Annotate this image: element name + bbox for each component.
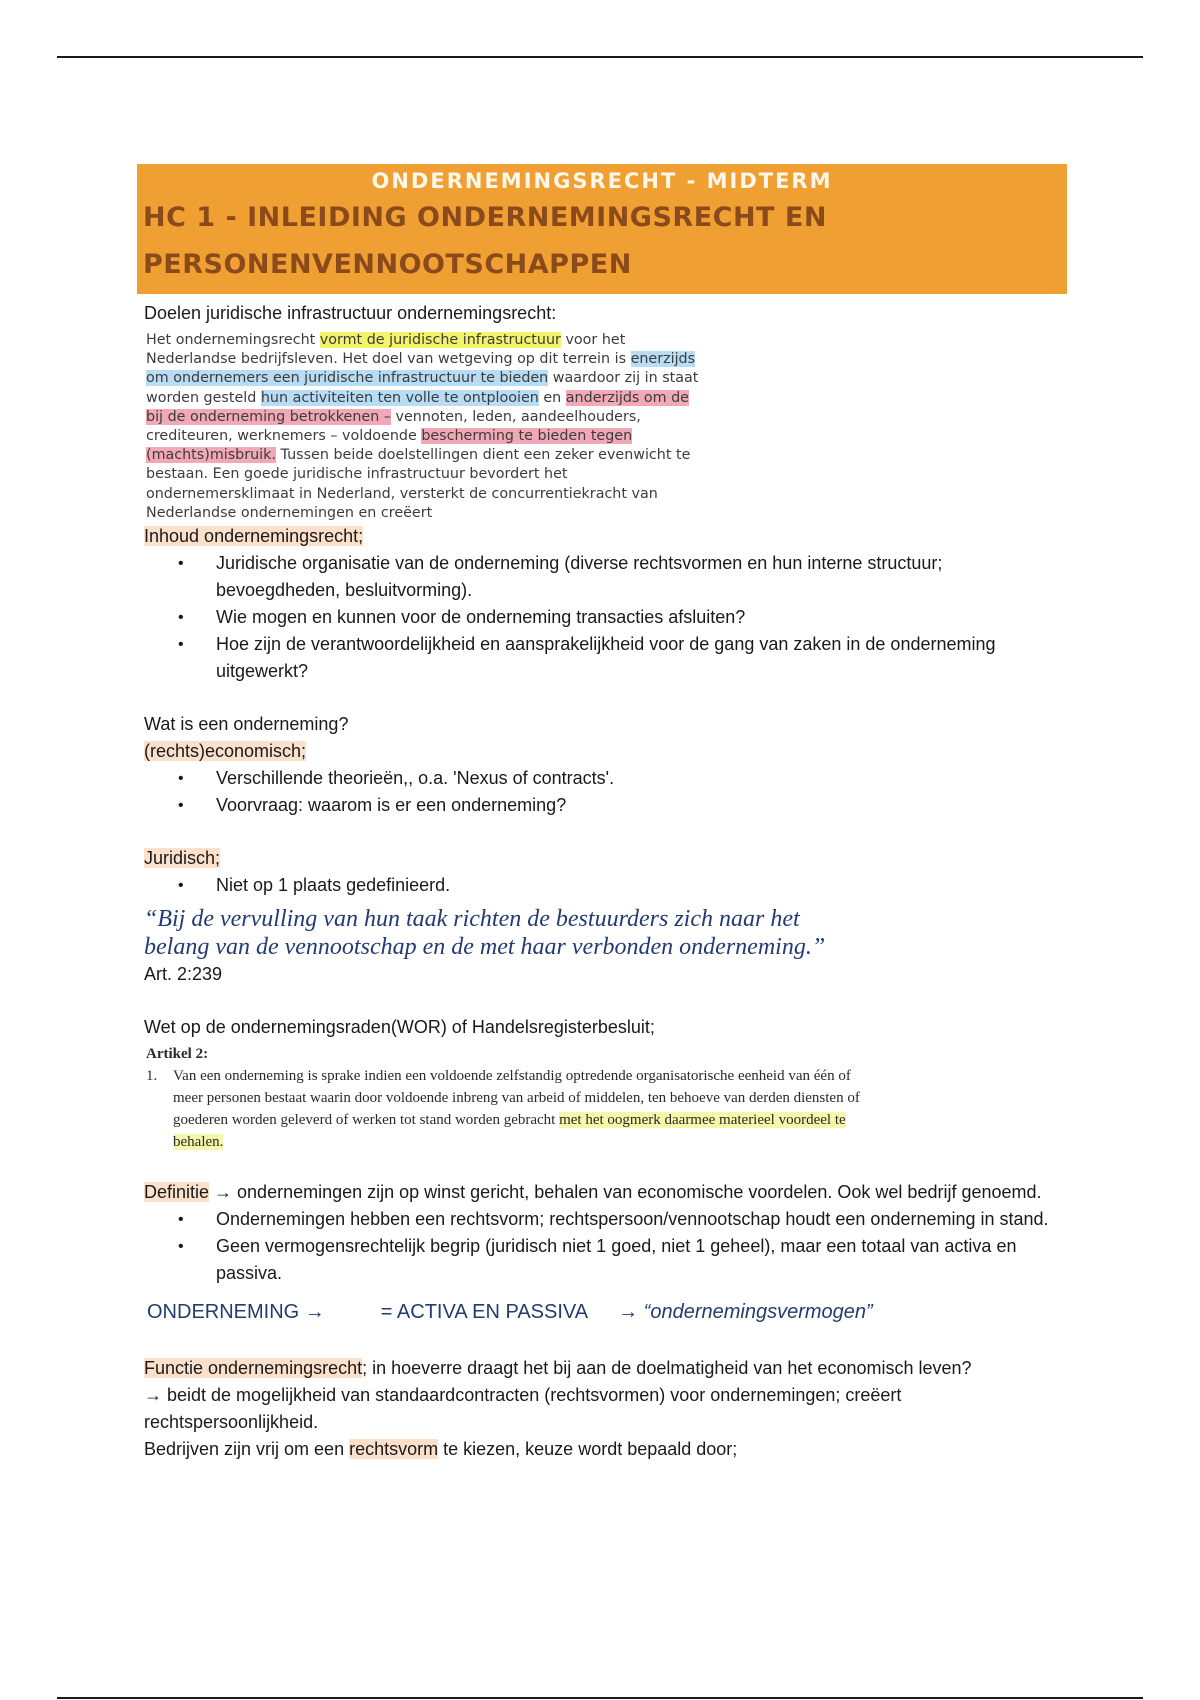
functie-line3-after: te kiezen, keuze wordt bepaald door; [438, 1439, 738, 1460]
inhoud-heading-text: Inhoud ondernemingsrecht; [144, 526, 364, 547]
artikel-item-number: 1. [146, 1068, 158, 1085]
economisch-bullet-list [137, 765, 1067, 819]
bottom-page-rule [57, 1697, 1143, 1699]
title-banner [137, 164, 1067, 294]
economisch-bullet-text: Verschillende theorieën,, o.a. 'Nexus of contracts'. [216, 768, 615, 789]
functie-line3-before: Bedrijven zijn vrij om een [144, 1439, 350, 1460]
onderneming-question: Wat is een onderneming? [144, 714, 349, 735]
inhoud-bullet-list [137, 550, 1067, 685]
highlighted-phrase: hun activiteiten ten volle te ontplooien [260, 389, 539, 406]
list-item: • Verschillende theorieën,, o.a. 'Nexus of contracts'. [178, 768, 615, 789]
list-item: • Voorvraag: waarom is er een onderneming? [178, 795, 567, 816]
onderneming-formula [147, 1297, 1067, 1327]
list-item: • Juridische organisatie van de onderneming (diverse rechtsvormen en hun interne structuur; bevoegdheden, besluitvorming). [178, 553, 943, 601]
definitie-label: Definitie [144, 1182, 210, 1203]
lecture-title-line1: HC 1 - INLEIDING ONDERNEMINGSRECHT EN [143, 202, 827, 233]
highlighted-phrase: enerzijds om ondernemers een juridische infrastructuur te bieden [146, 351, 696, 387]
definitie-bullet-text: Geen vermogensrechtelijk begrip (juridisch niet 1 goed, niet 1 geheel), maar een totaal van activa en passiva. [216, 1236, 1017, 1284]
highlighted-phrase: vormt de juridische infrastructuur [319, 332, 561, 348]
juridisch-bullet-text: Niet op 1 plaats gedefinieerd. [216, 875, 451, 896]
economisch-label-text: (rechts)economisch; [144, 741, 307, 762]
quote-line: “Bij de vervulling van hun taak richten de bestuurders zich naar het [144, 906, 800, 933]
course-title: ONDERNEMINGSRECHT - MIDTERM [371, 169, 833, 193]
juridisch-label [144, 845, 1067, 872]
definitie-paragraph [144, 1179, 1067, 1206]
doelen-scanned-excerpt [146, 331, 706, 523]
formula-onderneming: ONDERNEMING → [147, 1301, 325, 1324]
inhoud-heading [144, 523, 1067, 550]
functie-label: Functie ondernemingsrecht [144, 1358, 363, 1379]
article-reference: Art. 2:239 [144, 964, 223, 985]
lecture-title-line2: PERSONENVENNOOTSCHAPPEN [143, 249, 632, 280]
law-quote [144, 905, 1067, 961]
definitie-bullet-list [137, 1206, 1067, 1287]
formula-ondernemingsvermogen: → “ondernemingsvermogen” [618, 1301, 873, 1324]
artikel-item-highlight: met het oogmerk daarmee materieel voordeel te behalen. [173, 1112, 846, 1151]
excerpt-text: voor het Nederlandse bedrijfsleven. Het doel van wetgeving op dit terrein is [146, 332, 631, 368]
juridisch-label-text: Juridisch; [144, 848, 221, 869]
highlighted-phrase: anderzijds om de bij de onderneming betrokkenen – [146, 389, 689, 425]
functie-text: ; in hoeverre draagt het bij aan de doelmatigheid van het economisch leven? [362, 1358, 972, 1379]
artikel-title: Artikel 2: [146, 1046, 209, 1063]
functie-paragraph [144, 1355, 1067, 1382]
list-item: • Geen vermogensrechtelijk begrip (juridisch niet 1 goed, niet 1 geheel), maar een totaal van activa en passiva. [178, 1236, 1017, 1284]
excerpt-text: waardoor zij in staat worden gesteld [146, 370, 699, 406]
list-item: • Ondernemingen hebben een rechtsvorm; rechtspersoon/vennootschap houdt een onderneming in stand. [178, 1209, 1049, 1230]
doelen-heading: Doelen juridische infrastructuur ondernemingsrecht: [144, 303, 557, 323]
inhoud-bullet-text: Juridische organisatie van de onderneming (diverse rechtsvormen en hun interne structuur; bevoegdheden, besluitvorming). [216, 553, 943, 601]
top-page-rule [57, 56, 1143, 58]
inhoud-bullet-text: Hoe zijn de verantwoordelijkheid en aansprakelijkheid voor de gang van zaken in de onderneming uitgewerkt? [216, 634, 996, 682]
excerpt-text: en [538, 389, 566, 406]
excerpt-text: vennoten, leden, aandeelhouders, crediteuren, werknemers – voldoende [146, 408, 641, 445]
document-page [137, 164, 1067, 1463]
list-item: • Niet op 1 plaats gedefinieerd. [178, 875, 451, 896]
artikel-item [146, 1065, 866, 1153]
quote-line: belang van de vennootschap en de met haar verbonden onderneming.” [144, 934, 826, 961]
wor-scanned-excerpt [146, 1043, 866, 1153]
definitie-bullet-text: Ondernemingen hebben een rechtsvorm; rechtspersoon/vennootschap houdt een onderneming in stand. [216, 1209, 1049, 1230]
list-item: • Wie mogen en kunnen voor de onderneming transacties afsluiten? [178, 607, 746, 628]
excerpt-text: Tussen beide doelstellingen dient een zeker evenwicht te bestaan. Een goede juridische infrastructuur bevordert het ondernemersklimaat in Nederland, versterkt de concurrentiekracht van Nederlandse ondernemingen en creëert [146, 447, 691, 521]
economisch-label [144, 738, 1067, 765]
functie-line2: → beidt de mogelijkheid van standaardcontracten (rechtsvormen) voor ondernemingen; creëert rechtspersoonlijkheid. [144, 1385, 902, 1433]
excerpt-text: Het ondernemingsrecht [146, 332, 320, 348]
definitie-text: → ondernemingen zijn op winst gericht, behalen van economische voordelen. Ook wel bedrijf genoemd. [209, 1182, 1042, 1203]
functie-line3 [144, 1436, 1067, 1463]
list-item: • Hoe zijn de verantwoordelijkheid en aansprakelijkheid voor de gang van zaken in de onderneming uitgewerkt? [178, 634, 996, 682]
rechtsvorm-highlight: rechtsvorm [349, 1439, 439, 1460]
juridisch-bullet-list [137, 872, 1067, 899]
formula-activa-passiva: = ACTIVA EN PASSIVA [380, 1301, 589, 1324]
highlighted-phrase: bescherming te bieden tegen (machts)misbruik. [146, 428, 633, 464]
inhoud-bullet-text: Wie mogen en kunnen voor de onderneming transacties afsluiten? [216, 607, 746, 628]
wor-heading: Wet op de ondernemingsraden(WOR) of Handelsregisterbesluit; [144, 1017, 655, 1038]
artikel-item-text: Van een onderneming is sprake indien een voldoende zelfstandig optredende organisatorische eenheid van één of meer personen bestaat waarin door voldoende inbreng van arbeid of middelen, ten behoeve van derden diensten of goederen worden geleverd of werken tot stand worden gebracht [173, 1068, 860, 1129]
economisch-bullet-text: Voorvraag: waarom is er een onderneming? [216, 795, 567, 816]
